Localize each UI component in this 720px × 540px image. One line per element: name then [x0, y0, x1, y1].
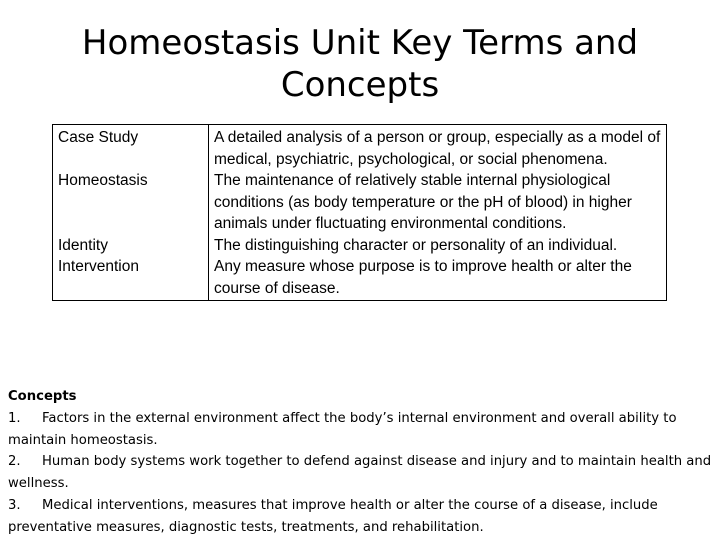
- definition-identity: The distinguishing character or personality of an individual.: [209, 235, 667, 257]
- concepts-section: [8, 386, 714, 539]
- concept-text: Human body systems work together to defend against disease and injury and to maintain health and wellness.: [8, 454, 712, 492]
- concept-item: [8, 495, 714, 539]
- slide-title: Homeostasis Unit Key Terms and Concepts: [81, 23, 639, 105]
- term-intervention: Intervention: [53, 256, 209, 301]
- concept-text: Factors in the external environment affect the body’s internal environment and overall ability to maintain homeostasis.: [8, 410, 677, 448]
- concept-item: [8, 408, 714, 452]
- concepts-heading: Concepts: [8, 389, 77, 404]
- definition-homeostasis: The maintenance of relatively stable internal physiological conditions (as body temperature or the pH of blood) in higher animals under fluctuating environmental conditions.: [209, 170, 667, 235]
- term-identity: Identity: [53, 235, 209, 257]
- table-row: [53, 125, 667, 171]
- term-homeostasis: Homeostasis: [53, 170, 209, 235]
- table-row: [53, 256, 667, 301]
- concept-item: [8, 451, 714, 495]
- table-row: [53, 170, 667, 235]
- concept-number: 2.: [8, 454, 21, 470]
- concept-number: 3.: [8, 497, 21, 513]
- key-terms-table: [52, 124, 667, 301]
- term-case-study: Case Study: [53, 125, 209, 171]
- definition-case-study: A detailed analysis of a person or group, especially as a model of medical, psychiatric, psychological, or social phenomena.: [209, 125, 667, 171]
- concept-number: 1.: [8, 410, 21, 426]
- table-row: [53, 235, 667, 257]
- concept-text: Medical interventions, measures that improve health or alter the course of a disease, include preventative measures, diagnostic tests, treatments, and rehabilitation.: [8, 497, 658, 535]
- definition-intervention: Any measure whose purpose is to improve health or alter the course of disease.: [209, 256, 667, 301]
